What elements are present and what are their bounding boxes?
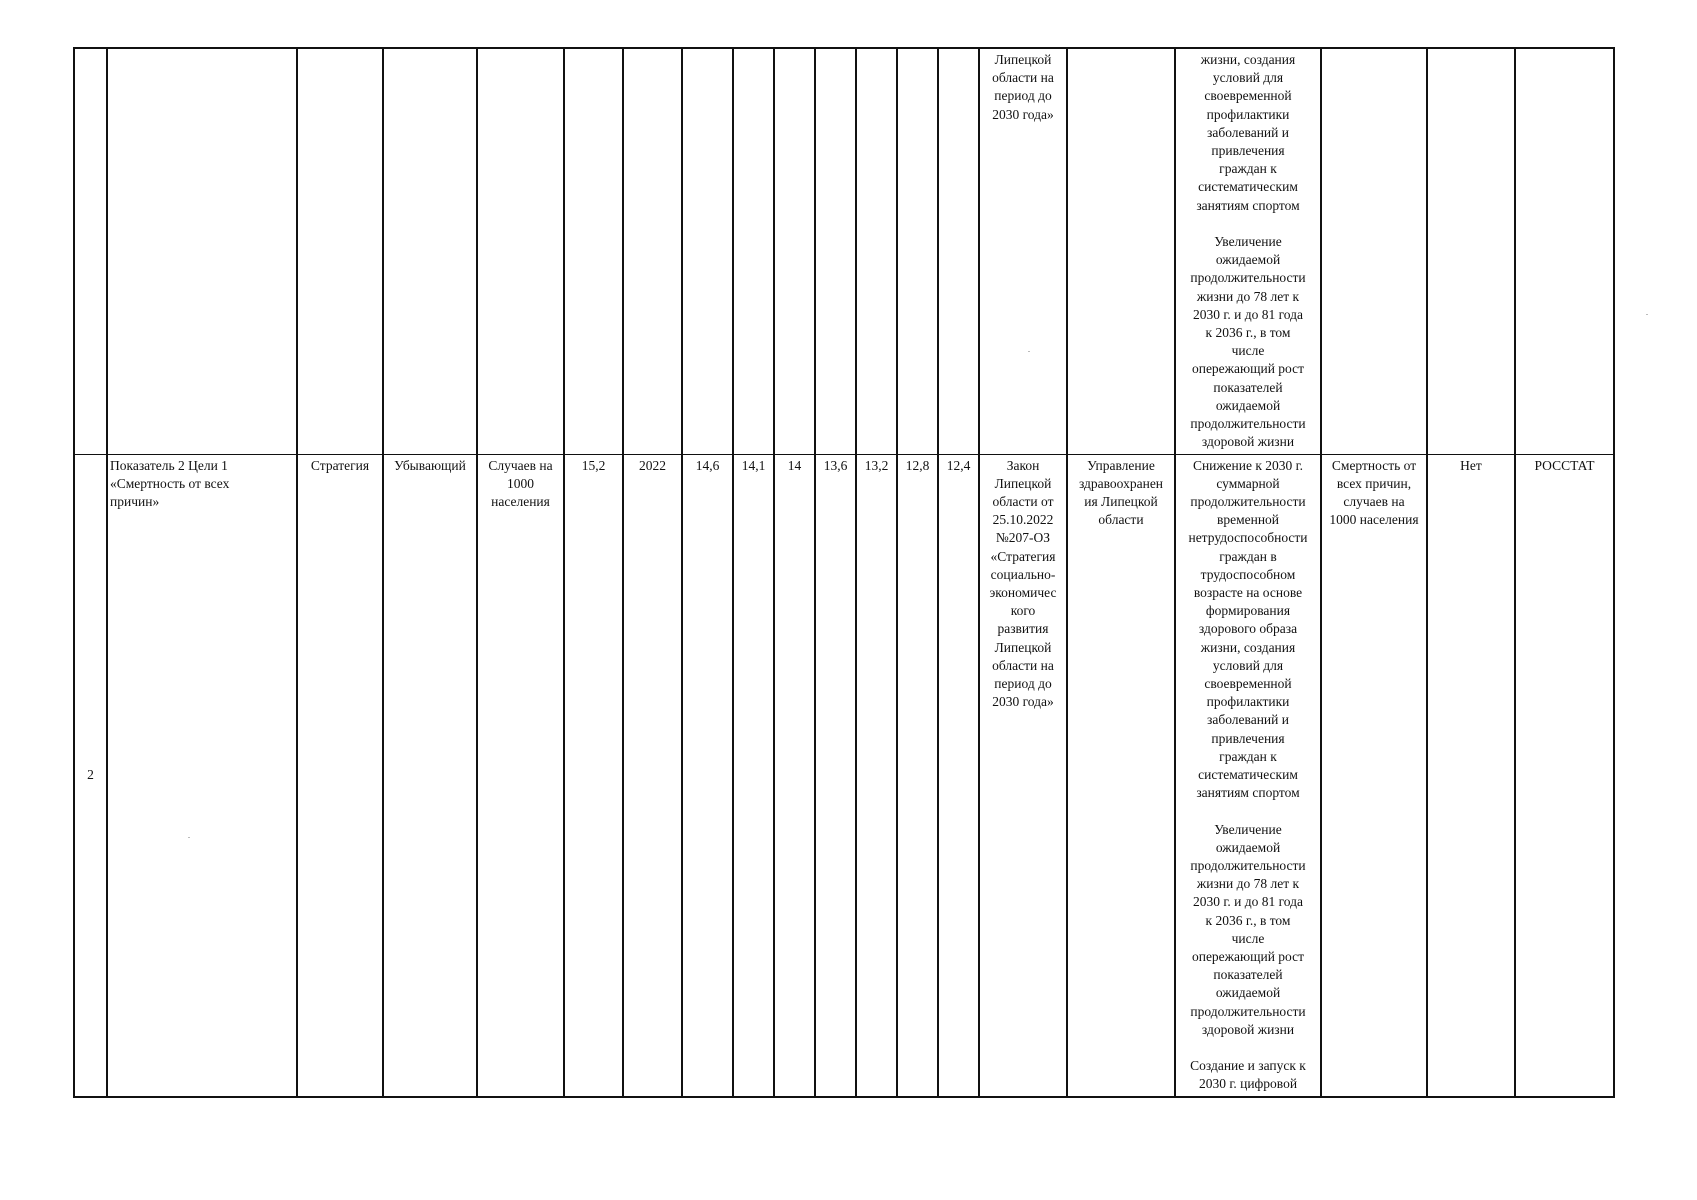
cell-info-system: [1515, 48, 1614, 454]
cell-year-5: [856, 48, 897, 454]
cell-indicator: [107, 48, 297, 454]
cell-source-level: Стратегия: [297, 454, 383, 1097]
cell-flag: Нет: [1427, 454, 1515, 1097]
cell-number: [74, 48, 107, 454]
scan-speck: [188, 837, 190, 838]
cell-base-value: 15,2: [564, 454, 623, 1097]
cell-base-year: 2022: [623, 454, 682, 1097]
cell-year-1: 14,6: [682, 454, 733, 1097]
cell-year-6: [897, 48, 938, 454]
cell-year-2: 14,1: [733, 454, 774, 1097]
cell-responsible: Управление здравоохранен ия Липецкой области: [1067, 454, 1175, 1097]
cell-indicator: Показатель 2 Цели 1 «Смертность от всех причин»: [107, 454, 297, 1097]
cell-year-3: 14: [774, 454, 815, 1097]
cell-source-level: [297, 48, 383, 454]
cell-year-7: 12,4: [938, 454, 979, 1097]
cell-year-2: [733, 48, 774, 454]
cell-trend: Убывающий: [383, 454, 477, 1097]
table-row-2: [74, 454, 1614, 1097]
scan-speck: [1646, 314, 1648, 315]
cell-base-year: [623, 48, 682, 454]
cell-base-value: [564, 48, 623, 454]
cell-flag: [1427, 48, 1515, 454]
cell-national-indicator: Смертность от всех причин, случаев на 1000 населения: [1321, 454, 1427, 1097]
cell-law: Закон Липецкой области от 25.10.2022 №207-ОЗ «Стратегия социально- экономичес кого развития Липецкой области на период до 2030 года»: [979, 454, 1067, 1097]
cell-year-6: 12,8: [897, 454, 938, 1097]
cell-year-5: 13,2: [856, 454, 897, 1097]
scan-speck: [1028, 351, 1030, 352]
cell-unit: Случаев на 1000 населения: [477, 454, 564, 1097]
cell-unit: [477, 48, 564, 454]
indicators-table: [73, 47, 1615, 1098]
cell-goals-continued: жизни, создания условий для своевременной профилактики заболеваний и привлечения граждан к систематическим занятиям спортом Увеличение ожидаемой продолжительности жизни до 78 лет к 2030 г. и до 81 года к 2036 г., в том числе опережающий рост показателей ожидаемой продолжительности здоровой жизни: [1175, 48, 1321, 454]
cell-year-7: [938, 48, 979, 454]
cell-info-system: РОССТАТ: [1515, 454, 1614, 1097]
cell-year-1: [682, 48, 733, 454]
cell-national-indicator: [1321, 48, 1427, 454]
cell-year-4: [815, 48, 856, 454]
table-row-continued: [74, 48, 1614, 454]
cell-law-continued: Липецкой области на период до 2030 года»: [979, 48, 1067, 454]
cell-goals: Снижение к 2030 г. суммарной продолжительности временной нетрудоспособности граждан в трудоспособном возрасте на основе формирования здорового образа жизни, создания условий для своевременной профилактики заболеваний и привлечения граждан к систематическим занятиям спортом Увеличение ожидаемой продолжительности жизни до 78 лет к 2030 г. и до 81 года к 2036 г., в том числе опережающий рост показателей ожидаемой продолжительности здоровой жизни Создание и запуск к 2030 г. цифровой: [1175, 454, 1321, 1097]
document-sheet: [73, 47, 1613, 1093]
cell-year-3: [774, 48, 815, 454]
cell-trend: [383, 48, 477, 454]
cell-responsible: [1067, 48, 1175, 454]
cell-year-4: 13,6: [815, 454, 856, 1097]
cell-number: 2: [74, 454, 107, 1097]
